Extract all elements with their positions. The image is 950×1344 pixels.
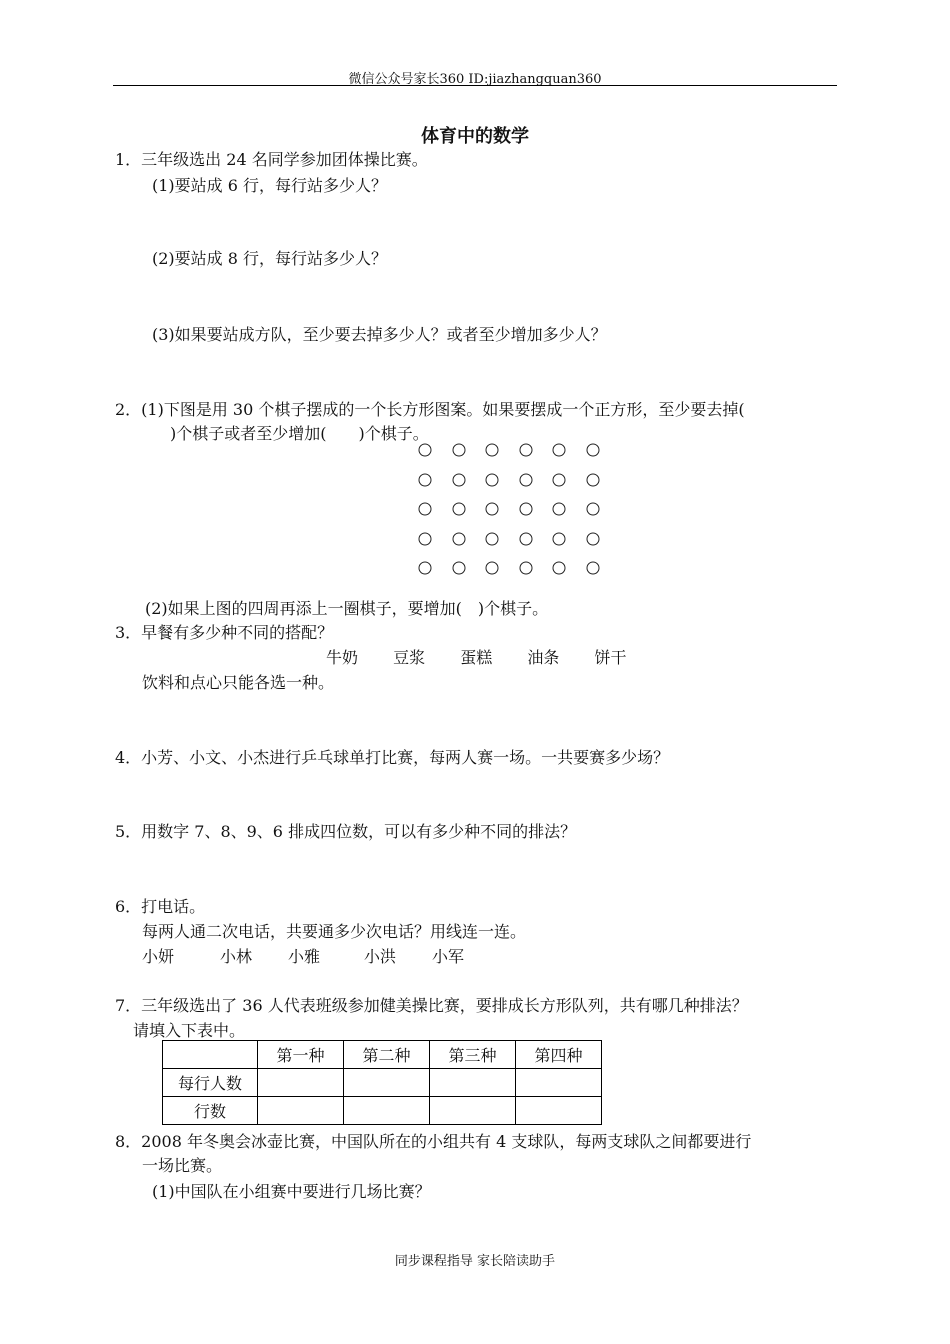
q2-line1: 2．(1)下图是用 30 个棋子摆成的一个长方形图案。如果要摆成一个正方形，至少要去掉( xyxy=(115,400,745,419)
arrangement-table xyxy=(162,1040,602,1125)
chess-piece xyxy=(452,444,465,457)
chess-piece xyxy=(587,503,600,516)
chess-piece xyxy=(486,562,499,575)
header-rule xyxy=(113,85,837,86)
q3-note: 饮料和点心只能各选一种。 xyxy=(142,673,335,692)
page-title: 体育中的数学 xyxy=(421,126,529,147)
table-cell xyxy=(516,1069,602,1097)
name-item: 小军 xyxy=(432,947,465,966)
chess-piece xyxy=(486,532,499,545)
chess-piece xyxy=(519,473,532,486)
table-row xyxy=(163,1069,602,1097)
q3-stem: 3．早餐有多少种不同的搭配？ xyxy=(115,623,334,642)
table-cell xyxy=(258,1097,344,1125)
table-row-label: 行数 xyxy=(163,1097,258,1125)
chess-piece xyxy=(587,473,600,486)
table-header-cell xyxy=(163,1041,258,1069)
food-item: 蛋糕 xyxy=(460,648,493,667)
food-item: 豆浆 xyxy=(393,648,426,667)
table-header-cell: 第四种 xyxy=(516,1041,602,1069)
chess-piece xyxy=(519,562,532,575)
chess-piece xyxy=(587,444,600,457)
q8-part1: (1)中国队在小组赛中要进行几场比赛？ xyxy=(152,1182,431,1201)
chess-piece xyxy=(452,473,465,486)
chess-piece xyxy=(419,532,432,545)
name-item: 小林 xyxy=(220,947,253,966)
q2-line2: )个棋子或者至少增加( )个棋子。 xyxy=(170,424,429,443)
table-row xyxy=(163,1097,602,1125)
q8-line2: 一场比赛。 xyxy=(142,1156,223,1175)
table-cell xyxy=(344,1069,430,1097)
q5-text: 5．用数字 7、8、9、6 排成四位数，可以有多少种不同的排法？ xyxy=(115,822,577,841)
chess-piece xyxy=(486,503,499,516)
chess-piece xyxy=(452,532,465,545)
q7-line1: 7．三年级选出了 36 人代表班级参加健美操比赛，要排成长方形队列，共有哪几种排法？ xyxy=(115,996,748,1015)
food-item: 牛奶 xyxy=(326,648,359,667)
chess-piece xyxy=(553,473,566,486)
chess-piece xyxy=(519,444,532,457)
name-item: 小妍 xyxy=(142,947,175,966)
table-cell xyxy=(430,1097,516,1125)
q6-sub: 每两人通二次电话，共要通多少次电话？用线连一连。 xyxy=(142,922,527,941)
q4-text: 4．小芳、小文、小杰进行乒乓球单打比赛，每两人赛一场。一共要赛多少场？ xyxy=(115,748,670,767)
chess-piece xyxy=(553,503,566,516)
chess-piece xyxy=(486,444,499,457)
q1-stem: 1．三年级选出 24 名同学参加团体操比赛。 xyxy=(115,150,428,169)
q2-part2: (2)如果上图的四周再添上一圈棋子，要增加( )个棋子。 xyxy=(145,599,549,618)
table-header-cell: 第三种 xyxy=(430,1041,516,1069)
food-item: 油条 xyxy=(527,648,560,667)
q8-line1: 8．2008 年冬奥会冰壶比赛，中国队所在的小组共有 4 支球队，每两支球队之间都要进行 xyxy=(115,1132,752,1151)
table-cell xyxy=(430,1069,516,1097)
name-item: 小洪 xyxy=(364,947,397,966)
chess-piece xyxy=(419,444,432,457)
chess-piece xyxy=(419,473,432,486)
table-header-cell: 第一种 xyxy=(258,1041,344,1069)
food-item: 饼干 xyxy=(594,648,627,667)
chess-piece xyxy=(587,532,600,545)
q1-part3: (3)如果要站成方队，至少要去掉多少人？或者至少增加多少人？ xyxy=(152,325,607,344)
table-cell xyxy=(344,1097,430,1125)
chess-piece xyxy=(553,444,566,457)
q1-part1: (1)要站成 6 行，每行站多少人？ xyxy=(152,176,388,195)
q6-stem: 6．打电话。 xyxy=(115,897,206,916)
table-header-row xyxy=(163,1041,602,1069)
q1-part2: (2)要站成 8 行，每行站多少人？ xyxy=(152,249,388,268)
table-cell xyxy=(258,1069,344,1097)
chess-piece xyxy=(419,503,432,516)
chess-piece xyxy=(486,473,499,486)
table-row-label: 每行人数 xyxy=(163,1069,258,1097)
chess-piece xyxy=(452,503,465,516)
chess-piece xyxy=(419,562,432,575)
page-footer: 同步课程指导 家长陪读助手 xyxy=(394,1254,556,1269)
q3-food-list xyxy=(326,645,656,668)
page-header: 微信公众号家长360 ID:jiazhangquan360 xyxy=(348,72,602,87)
chess-piece xyxy=(553,562,566,575)
chess-piece xyxy=(452,562,465,575)
table-cell xyxy=(516,1097,602,1125)
chess-piece-grid xyxy=(416,441,602,577)
chess-piece xyxy=(553,532,566,545)
name-item: 小雅 xyxy=(288,947,321,966)
chess-piece xyxy=(519,532,532,545)
chess-piece xyxy=(587,562,600,575)
q7-line2: 请填入下表中。 xyxy=(133,1021,246,1040)
table-header-cell: 第二种 xyxy=(344,1041,430,1069)
chess-piece xyxy=(519,503,532,516)
